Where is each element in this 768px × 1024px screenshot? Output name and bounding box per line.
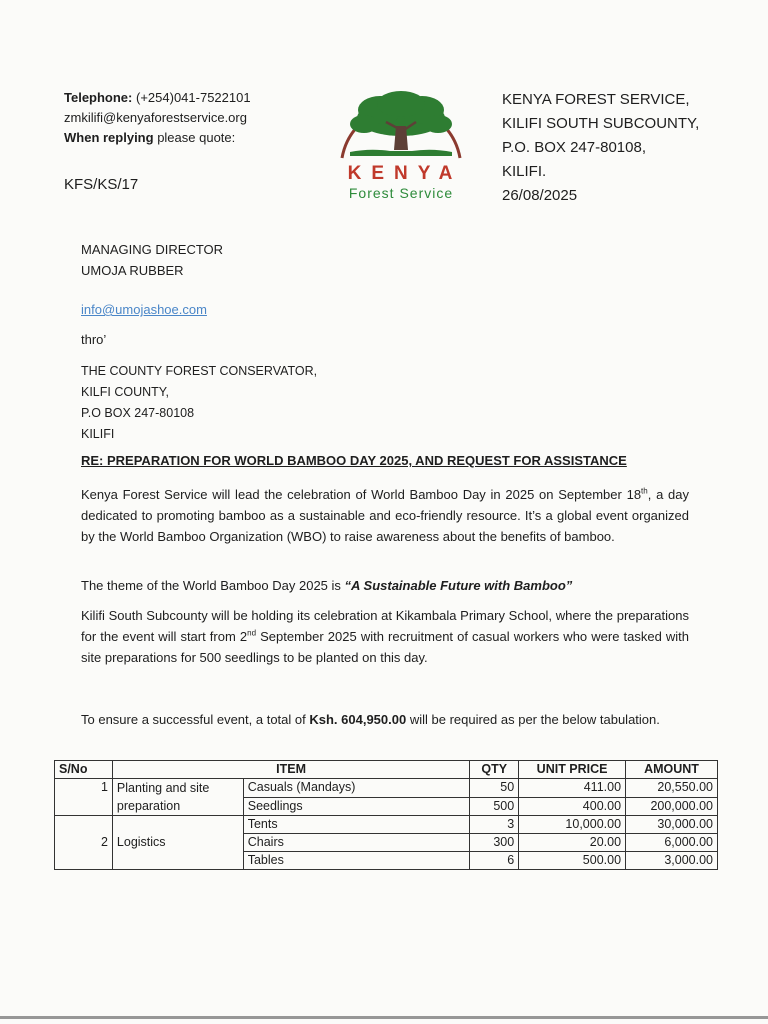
budget-table [54, 760, 718, 870]
address-line-1: KENYA FOREST SERVICE, [502, 91, 690, 108]
logo-subtitle: Forest Service [348, 185, 454, 201]
qty-cell: 50 [470, 779, 519, 798]
paragraph-venue-sup: nd [247, 628, 257, 638]
conservator-line-1: THE COUNTY FOREST CONSERVATOR, [81, 364, 318, 378]
paragraph-intro-sup: th [641, 486, 648, 496]
item-cell: Casuals (Mandays) [243, 779, 469, 798]
qty-cell: 500 [470, 797, 519, 816]
amount-cell: 30,000.00 [626, 816, 718, 834]
total-amount: Ksh. 604,950.00 [309, 712, 407, 727]
conservator-block [81, 361, 317, 445]
header-unit-price: UNIT PRICE [519, 761, 626, 779]
header-amount: AMOUNT [626, 761, 718, 779]
conservator-line-3: P.O BOX 247-80108 [81, 406, 195, 420]
letter-date: 26/08/2025 [502, 187, 578, 204]
item-cell: Chairs [243, 834, 469, 852]
scan-edge-line [0, 1016, 768, 1019]
recipient-company: UMOJA RUBBER [81, 263, 184, 278]
paragraph-theme-start: The theme of the World Bamboo Day 2025 is [81, 578, 345, 593]
item-cell: Tables [243, 852, 469, 870]
paragraph-venue [81, 605, 689, 668]
kfs-logo [330, 78, 472, 206]
amount-cell: 20,550.00 [626, 779, 718, 798]
subject-line: RE: PREPARATION FOR WORLD BAMBOO DAY 2025, AND REQUEST FOR ASSISTANCE [81, 453, 627, 468]
paragraph-intro-start: Kenya Forest Service will lead the celebration of World Bamboo Day in 2025 on September 18 [81, 487, 642, 502]
sender-contact [64, 88, 251, 148]
header-qty: QTY [470, 761, 519, 779]
header-item: ITEM [112, 761, 469, 779]
theme-quote: “A Sustainable Future with Bamboo” [344, 578, 573, 593]
item-cell: Tents [243, 816, 469, 834]
unit-price-cell: 20.00 [519, 834, 626, 852]
unit-price-cell: 500.00 [519, 852, 626, 870]
item-cell: Seedlings [243, 797, 469, 816]
tree-emblem-icon [330, 78, 472, 164]
recipient-title: MANAGING DIRECTOR [81, 242, 224, 257]
table-header-row [55, 761, 718, 779]
sender-email: zmkilifi@kenyaforestservice.org [64, 110, 247, 125]
amount-cell: 6,000.00 [626, 834, 718, 852]
paragraph-intro [81, 484, 689, 547]
address-line-3: P.O. BOX 247-80108, [502, 139, 646, 156]
qty-cell: 300 [470, 834, 519, 852]
conservator-line-4: KILIFI [81, 427, 115, 441]
conservator-line-2: KILFI COUNTY, [81, 385, 169, 399]
unit-price-cell: 400.00 [519, 797, 626, 816]
address-line-4: KILIFI. [502, 163, 547, 180]
paragraph-budget [81, 709, 689, 730]
paragraph-venue-start: Kilifi South Subcounty will be holding its celebration at Kikambala Primary School, where the preparations for the event will start from 2 [81, 608, 689, 644]
logo-word: KENYA [347, 163, 463, 184]
qty-cell: 6 [470, 852, 519, 870]
telephone-line [64, 88, 251, 108]
telephone-number: (+254)041-7522101 [136, 90, 251, 105]
reply-label: When replying [64, 130, 154, 145]
address-line-2: KILIFI SOUTH SUBCOUNTY, [502, 115, 700, 132]
category-cell: Logistics [112, 816, 243, 870]
unit-price-cell: 10,000.00 [519, 816, 626, 834]
recipient-email-link[interactable]: info@umojashoe.com [81, 302, 207, 317]
paragraph-intro-end: , a day dedicated to promoting bamboo as a sustainable and eco-friendly resource. It’s a global event organized by the World Bamboo Organization (WBO) to raise awareness about the benefits of bamboo. [81, 487, 689, 544]
paragraph-venue-end: September 2025 with recruitment of casual workers who were tasked with site preparations for 500 seedlings to be planted on this day. [81, 629, 690, 665]
amount-cell: 3,000.00 [626, 852, 718, 870]
sno-cell: 1 [55, 779, 113, 816]
paragraph-budget-end: will be required as per the below tabulation. [406, 712, 660, 727]
unit-price-cell: 411.00 [519, 779, 626, 798]
qty-cell: 3 [470, 816, 519, 834]
thro-text: thro’ [81, 332, 107, 347]
recipient-block [81, 239, 223, 281]
telephone-label: Telephone: [64, 90, 133, 105]
table-row [55, 779, 718, 798]
reply-rest: please quote: [157, 130, 236, 145]
reply-line [64, 128, 251, 148]
amount-cell: 200,000.00 [626, 797, 718, 816]
paragraph-theme [81, 575, 689, 596]
sno-cell: 2 [55, 816, 113, 870]
header-sno: S/No [55, 761, 113, 779]
reference-number: KFS/KS/17 [64, 176, 139, 193]
table-row [55, 816, 718, 834]
sender-address [502, 88, 699, 208]
category-cell: Planting and site preparation [112, 779, 243, 816]
paragraph-budget-start: To ensure a successful event, a total of [81, 712, 310, 727]
